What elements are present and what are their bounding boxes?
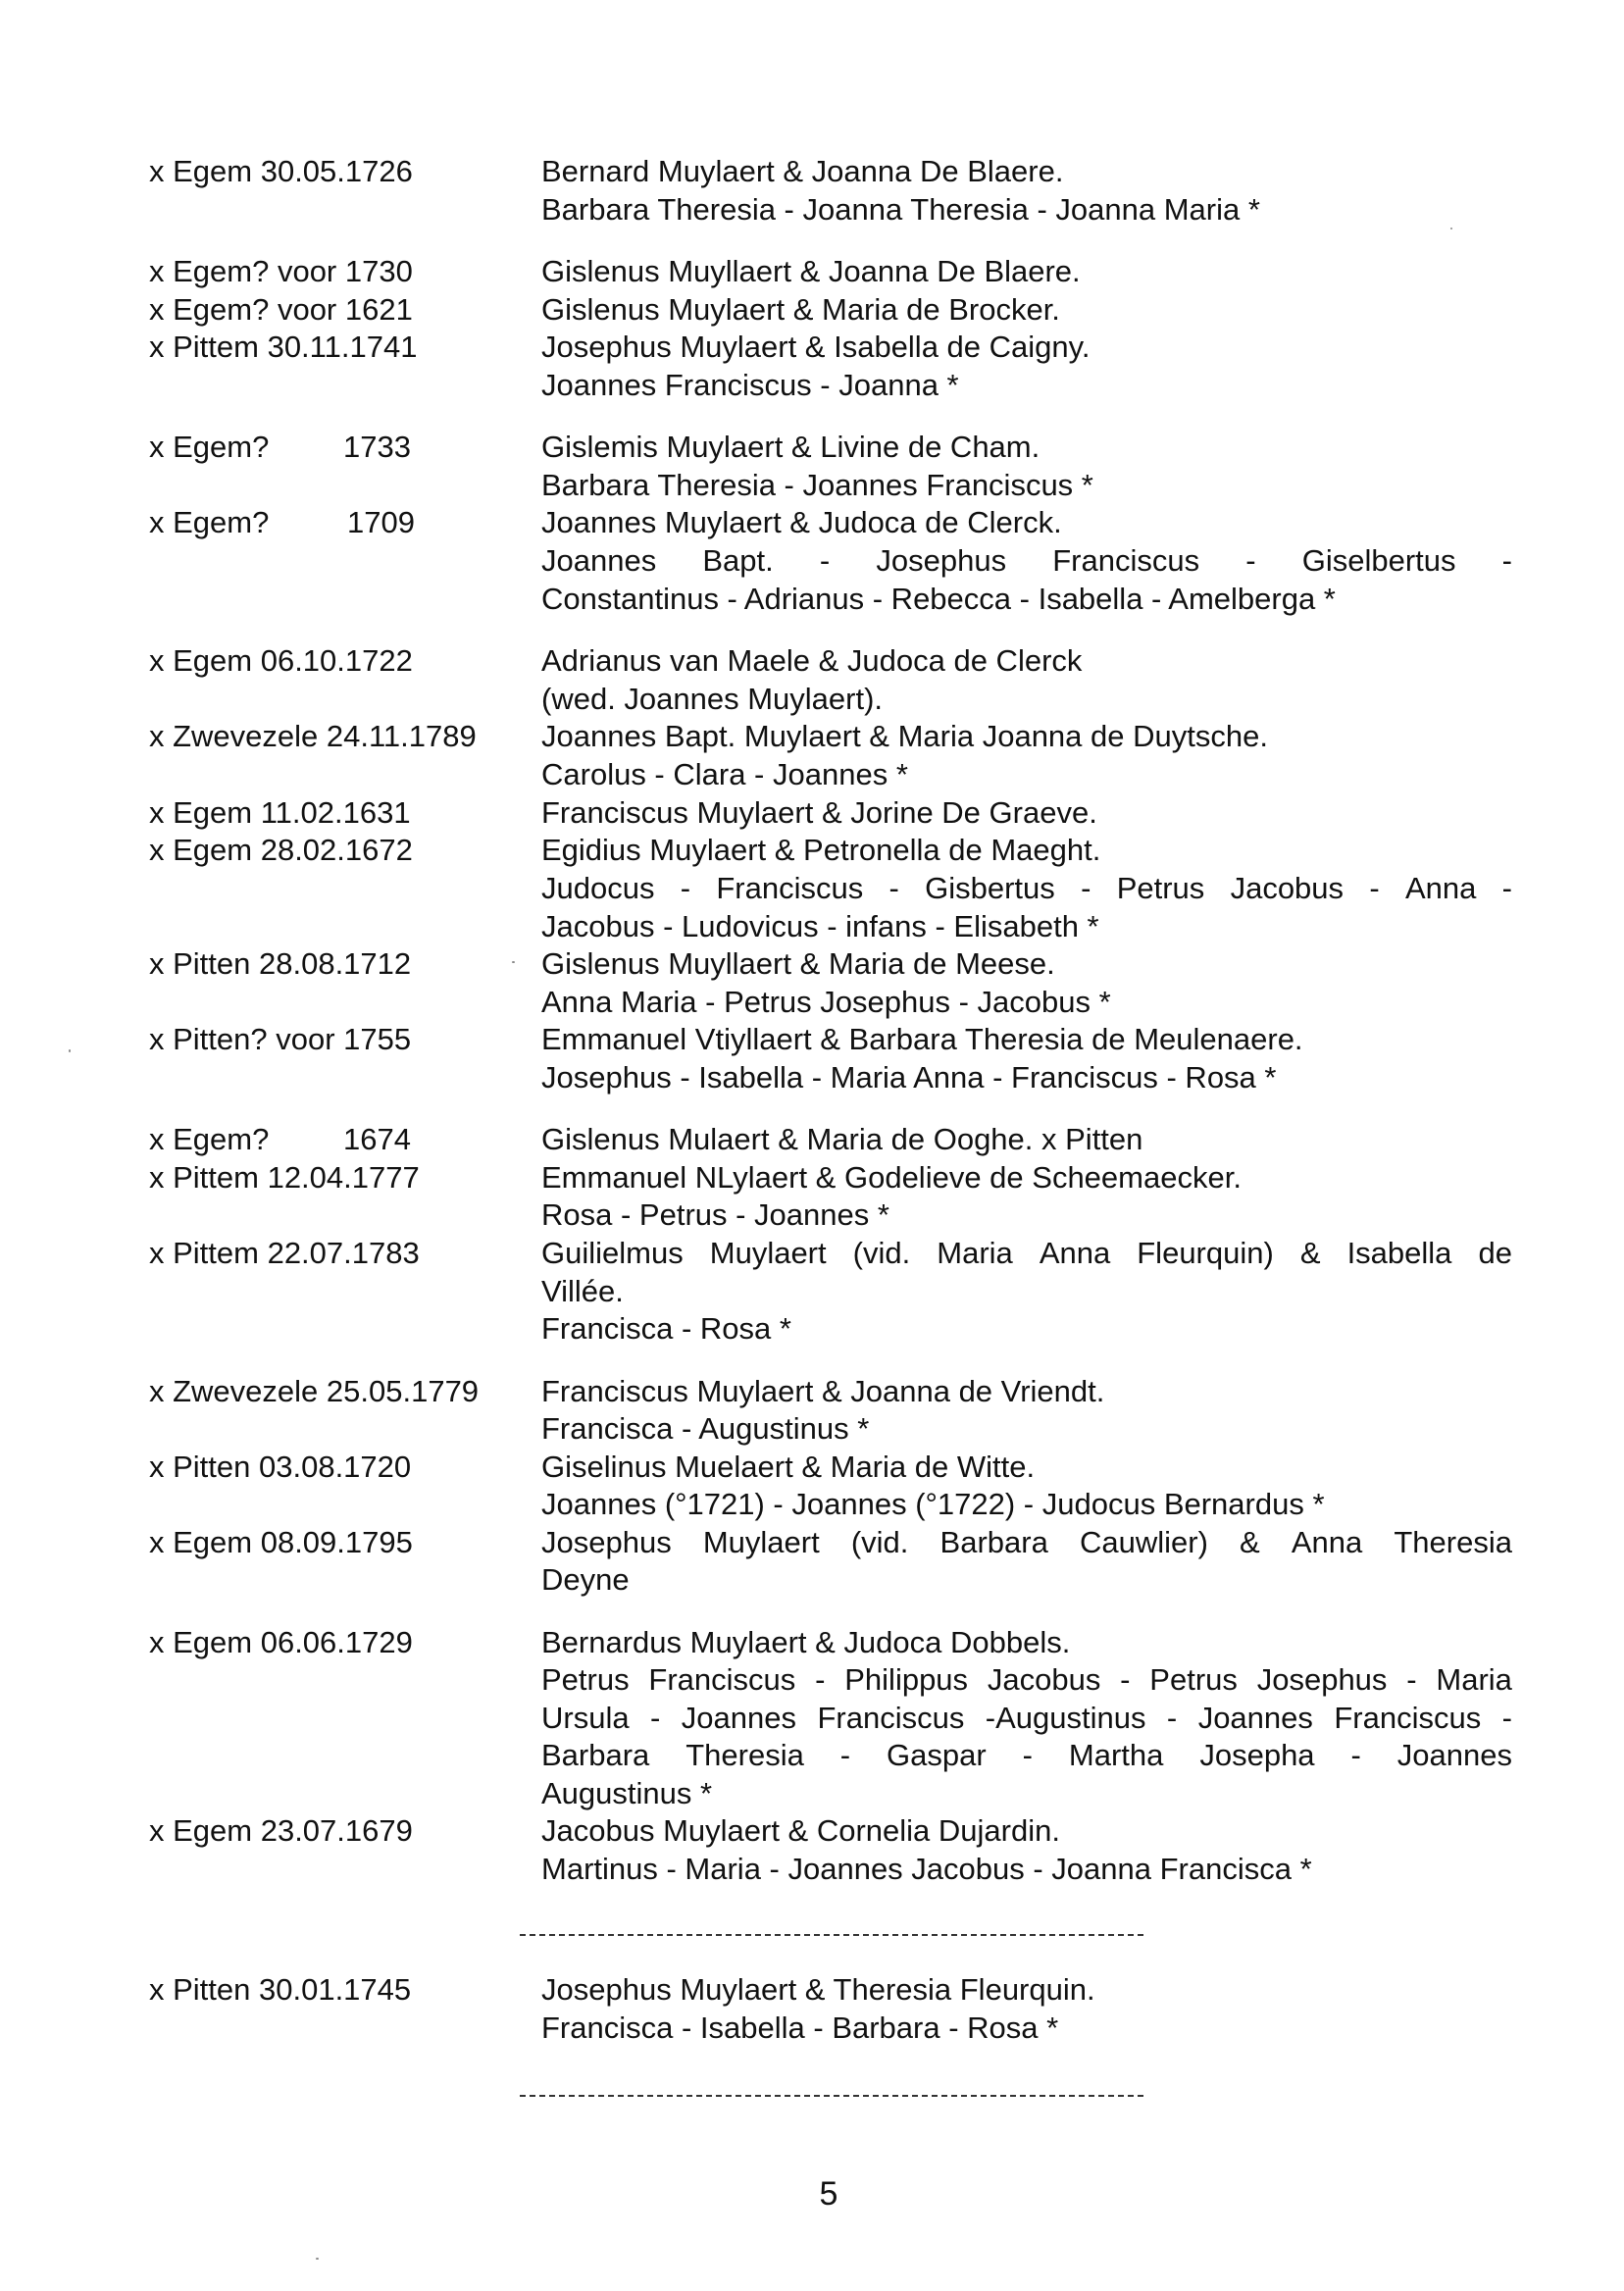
- record-children-justified: [541, 1737, 1512, 1774]
- scan-speck: [1450, 228, 1452, 229]
- justified-word: -: [1081, 871, 1091, 905]
- record-place: x Pittem 30.11.1741: [149, 330, 418, 364]
- justified-word: Philippus: [844, 1662, 969, 1697]
- record-couple: Emmanuel NLylaert & Godelieve de Scheemaecker.: [541, 1160, 1242, 1195]
- justified-word: de: [1478, 1236, 1512, 1270]
- justified-word: Joannes: [1396, 1738, 1512, 1772]
- justified-word: Giselbertus: [1301, 543, 1456, 578]
- record-couple: Josephus Muylaert & Theresia Fleurquin.: [541, 1972, 1095, 2007]
- record-place: x Pitten 30.01.1745: [149, 1972, 412, 2007]
- record-place: x Egem 28.02.1672: [149, 833, 413, 867]
- justified-word: -: [1350, 1738, 1361, 1772]
- record-place: x Egem 11.02.1631: [149, 795, 411, 830]
- justified-word: Franciscus: [1052, 543, 1200, 578]
- record-children-justified: [541, 542, 1512, 580]
- justified-word: -: [1501, 871, 1512, 905]
- justified-word: -: [1406, 1662, 1417, 1697]
- page-number: 5: [819, 2175, 838, 2213]
- record-place: x Pitten 03.08.1720: [149, 1450, 412, 1484]
- record-couple: Villée.: [541, 1274, 624, 1308]
- record-children: Martinus - Maria - Joannes Jacobus - Joanna Francisca *: [541, 1852, 1312, 1886]
- record-children: Carolus - Clara - Joannes *: [541, 757, 908, 791]
- justified-word: Judocus: [541, 871, 655, 905]
- justified-word: Joannes: [681, 1701, 797, 1735]
- justified-word: -: [1369, 871, 1380, 905]
- record-couple: Gislenus Mulaert & Maria de Ooghe. x Pitten: [541, 1122, 1143, 1156]
- record-place: x Egem?: [149, 1122, 270, 1156]
- record-place: x Pittem 12.04.1777: [149, 1160, 420, 1195]
- record-children: Augustinus *: [541, 1776, 713, 1810]
- record-place: x Pittem 22.07.1783: [149, 1236, 420, 1270]
- justified-word: Josepha: [1199, 1738, 1315, 1772]
- record-place: x Egem 30.05.1726: [149, 154, 413, 188]
- record-children: Anna Maria - Petrus Josephus - Jacobus *: [541, 985, 1111, 1019]
- justified-word: Maria: [1436, 1662, 1512, 1697]
- record-couple: Giselinus Muelaert & Maria de Witte.: [541, 1450, 1036, 1484]
- justified-word: Franciscus: [817, 1701, 965, 1735]
- justified-word: Jacobus: [987, 1662, 1101, 1697]
- record-place: x Egem? voor 1621: [149, 292, 413, 327]
- justified-word: Joannes: [1197, 1701, 1313, 1735]
- record-year: 1674: [343, 1122, 411, 1156]
- record-children: Barbara Theresia - Joanna Theresia - Joanna Maria *: [541, 192, 1260, 227]
- justified-word: -: [650, 1701, 661, 1735]
- record-children: Barbara Theresia - Joannes Franciscus *: [541, 468, 1093, 502]
- justified-word: Cauwlier): [1079, 1525, 1208, 1559]
- record-place: x Pitten? voor 1755: [149, 1022, 412, 1056]
- record-couple: Franciscus Muylaert & Jorine De Graeve.: [541, 795, 1097, 830]
- justified-word: Guilielmus: [541, 1236, 684, 1270]
- record-children-justified: [541, 870, 1512, 907]
- justified-word: &: [1299, 1236, 1321, 1270]
- justified-word: -Augustinus: [985, 1701, 1146, 1735]
- record-children-justified: [541, 1661, 1512, 1699]
- justified-word: &: [1240, 1525, 1260, 1559]
- justified-word: Franciscus: [648, 1662, 796, 1697]
- record-place: x Egem 06.06.1729: [149, 1625, 413, 1659]
- justified-word: Jacobus: [1230, 871, 1345, 905]
- justified-word: (vid.: [852, 1236, 911, 1270]
- record-children: Josephus - Isabella - Maria Anna - Franciscus - Rosa *: [541, 1060, 1277, 1095]
- justified-word: -: [1120, 1662, 1131, 1697]
- justified-word: Anna: [1404, 871, 1477, 905]
- record-couple: Joannes Bapt. Muylaert & Maria Joanna de Duytsche.: [541, 719, 1268, 753]
- justified-word: -: [1501, 1701, 1512, 1735]
- record-couple: Adrianus van Maele & Judoca de Clerck: [541, 643, 1083, 678]
- section-divider: [520, 1934, 1143, 1936]
- justified-word: -: [1501, 543, 1512, 578]
- justified-word: -: [680, 871, 691, 905]
- justified-word: Isabella: [1346, 1236, 1452, 1270]
- justified-word: Ursula: [541, 1701, 630, 1735]
- record-place: x Egem?: [149, 505, 270, 539]
- justified-word: -: [888, 871, 899, 905]
- record-couple: Deyne: [541, 1562, 630, 1597]
- record-couple: Gislenus Muyllaert & Joanna De Blaere.: [541, 254, 1081, 288]
- record-year: 1709: [347, 505, 415, 539]
- record-place: x Zwevezele 25.05.1779: [149, 1374, 480, 1408]
- record-couple: Franciscus Muylaert & Joanna de Vriendt.: [541, 1374, 1105, 1408]
- justified-word: -: [839, 1738, 851, 1772]
- record-couple: Gislenus Muyllaert & Maria de Meese.: [541, 946, 1055, 981]
- record-place: x Egem?: [149, 430, 270, 464]
- justified-word: Josephus: [1256, 1662, 1388, 1697]
- record-place: x Egem? voor 1730: [149, 254, 413, 288]
- justified-word: -: [1166, 1701, 1178, 1735]
- record-year: 1733: [343, 430, 411, 464]
- justified-word: Gaspar: [887, 1738, 987, 1772]
- scan-speck: [512, 961, 515, 963]
- record-couple: Emmanuel Vtiyllaert & Barbara Theresia de Meulenaere.: [541, 1022, 1303, 1056]
- justified-word: Petrus: [1149, 1662, 1238, 1697]
- justified-word: -: [819, 543, 831, 578]
- record-couple: Gislemis Muylaert & Livine de Cham.: [541, 430, 1040, 464]
- record-note: (wed. Joannes Muylaert).: [541, 682, 884, 716]
- record-couple: Bernardus Muylaert & Judoca Dobbels.: [541, 1625, 1071, 1659]
- record-children: Constantinus - Adrianus - Rebecca - Isabella - Amelberga *: [541, 582, 1336, 616]
- record-place: x Egem 08.09.1795: [149, 1525, 413, 1559]
- record-couple: Joannes Muylaert & Judoca de Clerck.: [541, 505, 1062, 539]
- record-children: Joannes (°1721) - Joannes (°1722) - Judocus Bernardus *: [541, 1487, 1325, 1521]
- record-couple: Gislenus Muylaert & Maria de Brocker.: [541, 292, 1060, 327]
- record-place: x Egem 23.07.1679: [149, 1813, 413, 1848]
- section-divider: [520, 2095, 1143, 2097]
- record-children: Francisca - Isabella - Barbara - Rosa *: [541, 2011, 1059, 2045]
- record-place: x Pitten 28.08.1712: [149, 946, 412, 981]
- record-children: Jacobus - Ludovicus - infans - Elisabeth *: [541, 909, 1099, 943]
- justified-word: Josephus: [876, 543, 1007, 578]
- record-couple: Jacobus Muylaert & Cornelia Dujardin.: [541, 1813, 1060, 1848]
- justified-word: Maria: [937, 1236, 1013, 1270]
- record-couple: Bernard Muylaert & Joanna De Blaere.: [541, 154, 1064, 188]
- record-couple: Egidius Muylaert & Petronella de Maeght.: [541, 833, 1101, 867]
- justified-word: Joannes: [541, 543, 657, 578]
- justified-word: Theresia: [1394, 1525, 1512, 1559]
- record-children: Francisca - Augustinus *: [541, 1411, 870, 1446]
- record-couple: Josephus Muylaert & Isabella de Caigny.: [541, 330, 1091, 364]
- justified-word: Anna: [1039, 1236, 1111, 1270]
- justified-word: Barbara: [939, 1525, 1048, 1559]
- record-place: x Egem 06.10.1722: [149, 643, 413, 678]
- justified-word: Anna: [1291, 1525, 1363, 1559]
- record-place: x Zwevezele 24.11.1789: [149, 719, 477, 753]
- justified-word: Bapt.: [702, 543, 774, 578]
- scan-speck: [316, 2258, 319, 2260]
- record-children: Francisca - Rosa *: [541, 1311, 791, 1346]
- record-children-justified: [541, 1700, 1512, 1737]
- justified-word: -: [1022, 1738, 1033, 1772]
- record-children: Rosa - Petrus - Joannes *: [541, 1197, 889, 1232]
- justified-word: Petrus: [1116, 871, 1205, 905]
- justified-word: (vid.: [850, 1525, 909, 1559]
- justified-word: Josephus: [541, 1525, 672, 1559]
- justified-word: -: [815, 1662, 826, 1697]
- justified-word: Theresia: [685, 1738, 804, 1772]
- justified-word: Martha: [1068, 1738, 1164, 1772]
- justified-word: Gisbertus: [925, 871, 1055, 905]
- justified-word: Muylaert: [709, 1236, 827, 1270]
- scan-speck: [69, 1049, 71, 1052]
- record-couple-justified: [541, 1524, 1512, 1561]
- record-couple-justified: [541, 1235, 1512, 1272]
- justified-word: Barbara: [541, 1738, 650, 1772]
- justified-word: -: [1245, 543, 1256, 578]
- justified-word: Fleurquin): [1137, 1236, 1274, 1270]
- justified-word: Franciscus: [1334, 1701, 1482, 1735]
- justified-word: Petrus: [541, 1662, 630, 1697]
- record-children: Joannes Franciscus - Joanna *: [541, 368, 959, 402]
- justified-word: Franciscus: [716, 871, 864, 905]
- justified-word: Muylaert: [702, 1525, 820, 1559]
